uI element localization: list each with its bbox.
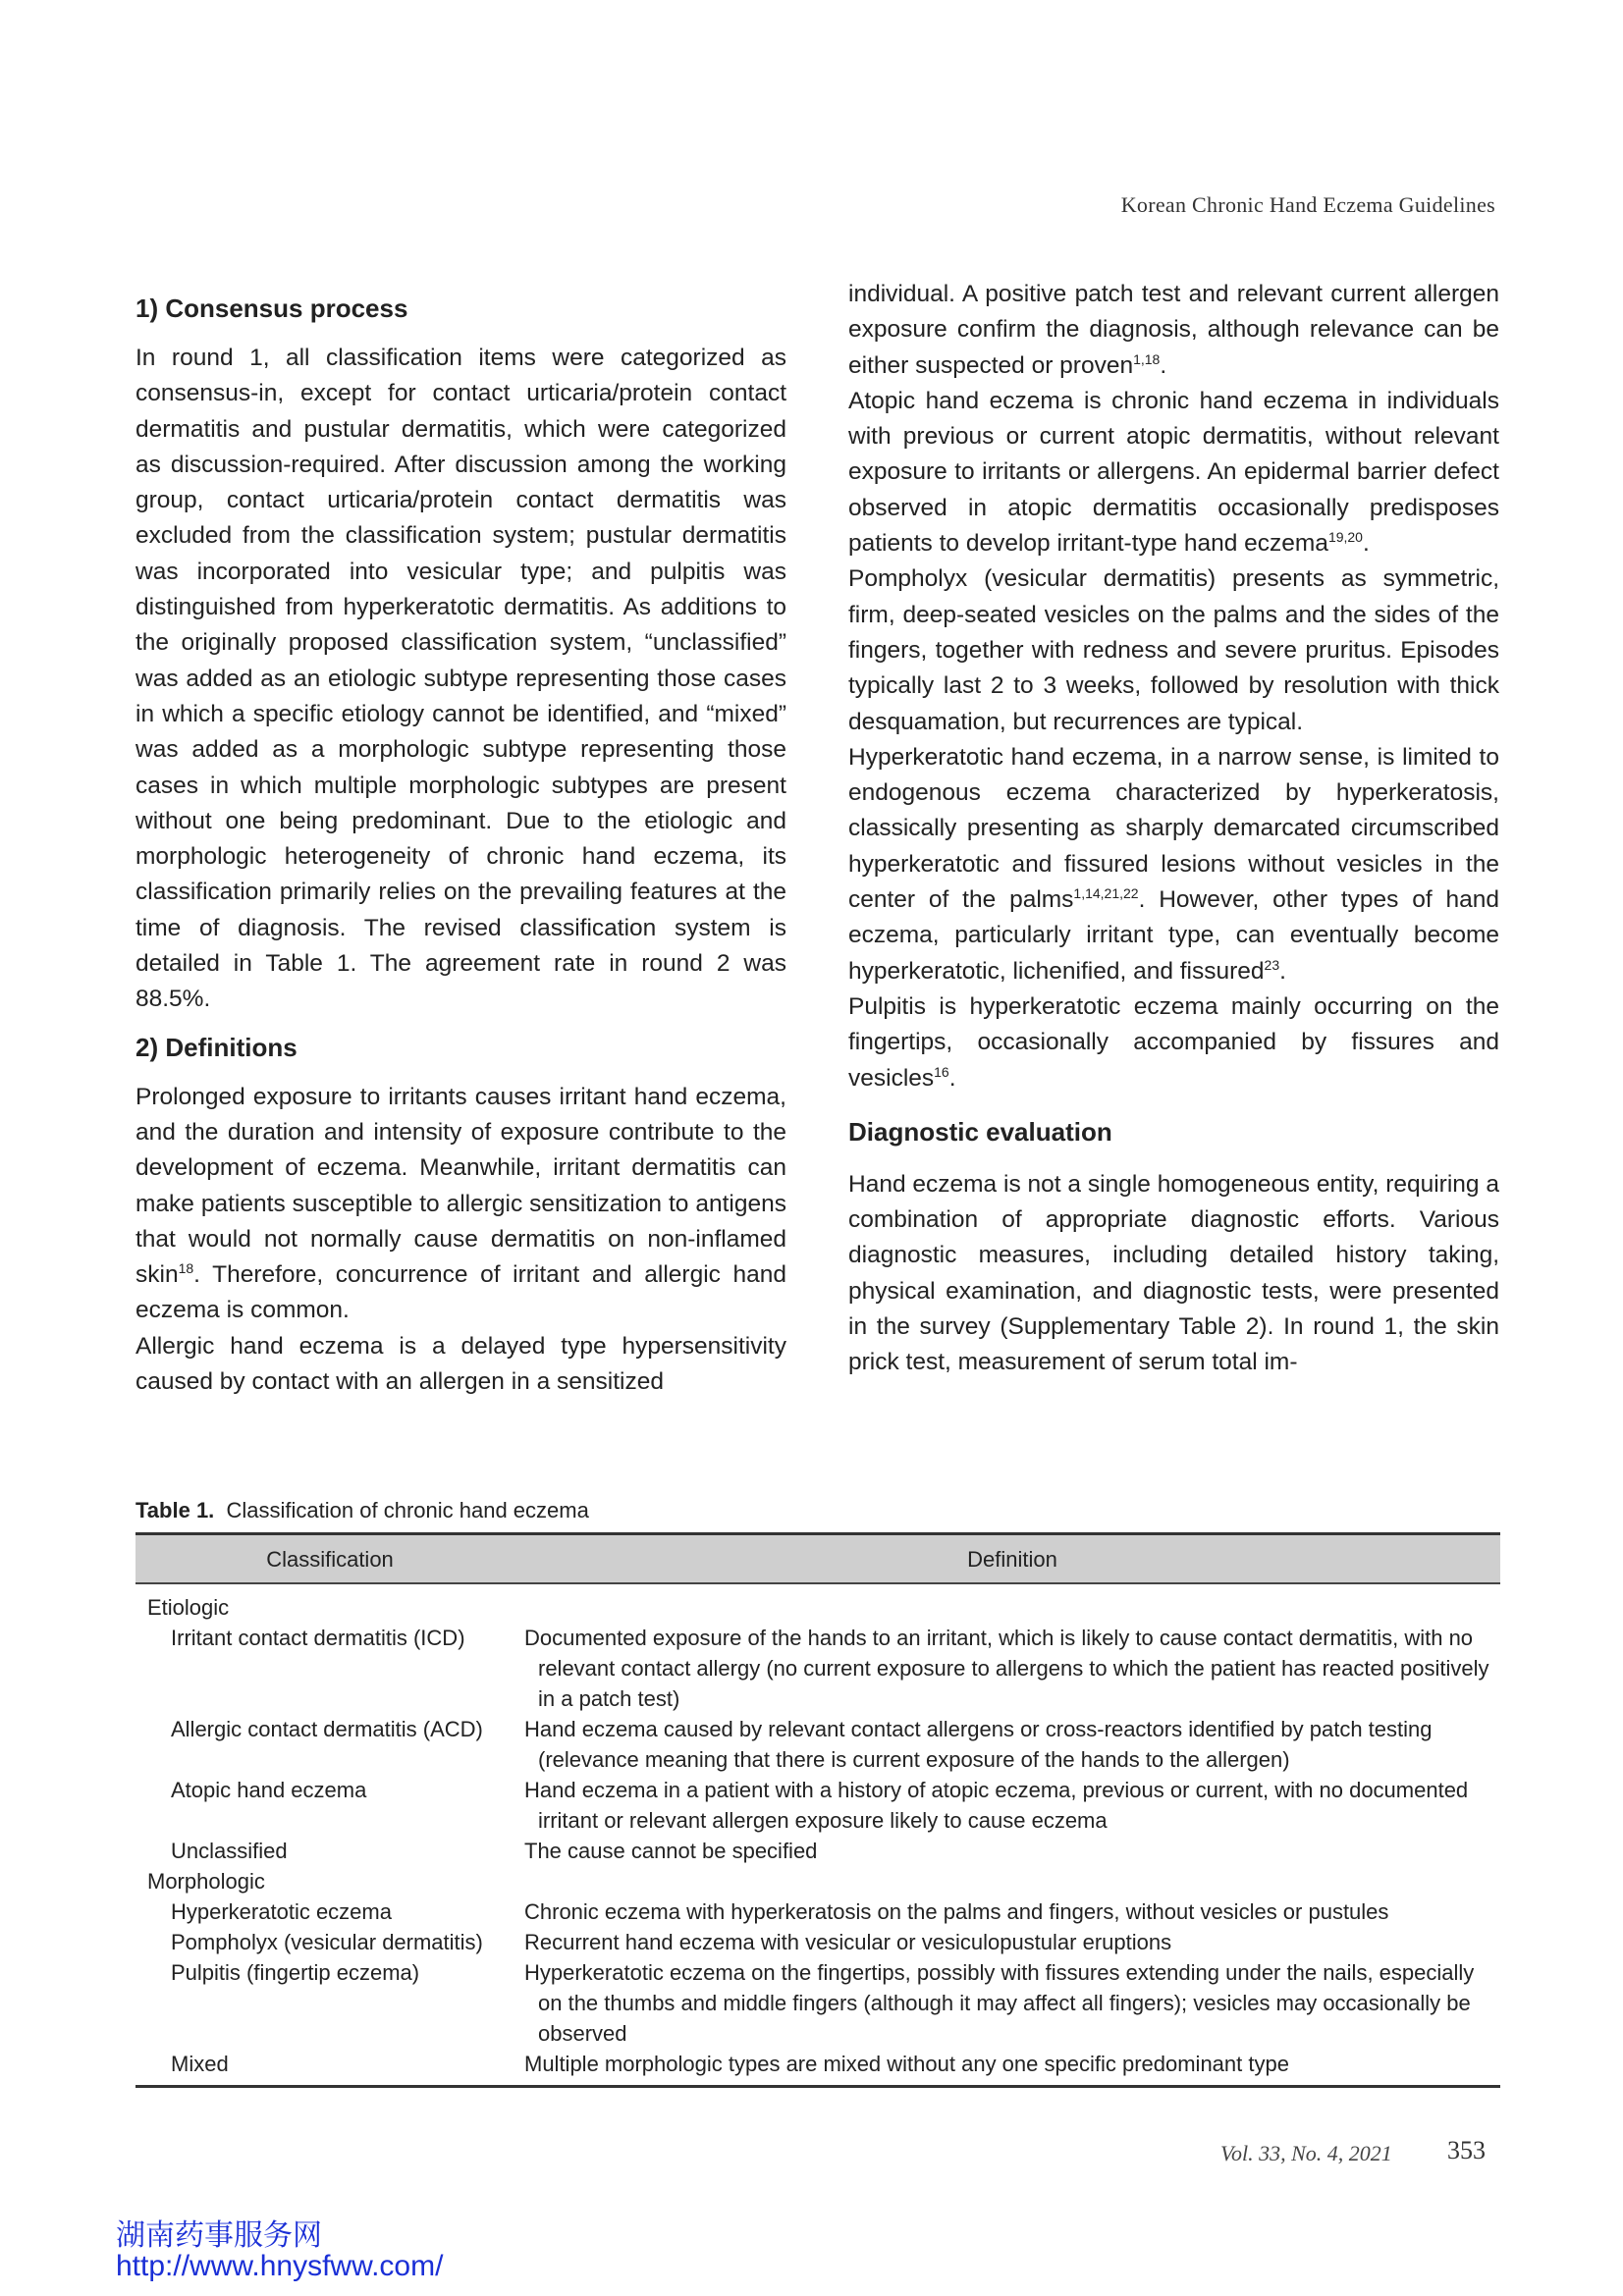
- row-definition: Chronic eczema with hyperkeratosis on the palms and fingers, without vesicles or pustules: [524, 1899, 1389, 1924]
- section-heading-definitions: 2) Definitions: [135, 1032, 298, 1062]
- header-definition: Definition: [524, 1534, 1500, 1584]
- paragraph-atopic: Atopic hand eczema is chronic hand eczema in individuals with previous or current atopic dermatitis, without relevant exposure to irritants or allergens. An epidermal barrier defect observed in atopic dermatitis occasionally predisposes patients to develop irritant-type hand eczema$^{19,20}$.: [848, 387, 1499, 558]
- citation[interactable]: 19,20: [1327, 529, 1363, 546]
- paragraph-consensus: In round 1, all classification items were categorized as consensus-in, except for contact urticaria/protein contact dermatitis and pustular dermatitis, which were categorized as discussion-required. After discussion among the working group, contact urticaria/protein contact dermatitis was excluded from the classification system; pustular dermatitis was incorporated into vesicular type; and pulpitis was distinguished from hyperkeratotic dermatitis. As additions to the originally proposed classification system, “unclassified” was added as an etiologic subtype representing those cases in which a specific etiology cannot be identified, and “mixed” was added as a morphologic subtype representing those cases in which multiple morphologic subtypes are present without one being predominant. Due to the etiologic and morphologic heterogeneity of chronic hand eczema, its classification primarily relies on the prevailing features at the time of diagnosis. The revised classification system is detailed in Table 1. The agreement rate in round 2 was 88.5%.: [135, 345, 786, 1013]
- running-head: Korean Chronic Hand Eczema Guidelines: [1120, 192, 1495, 217]
- table-row: [135, 1836, 1500, 1866]
- table-row: [135, 1714, 1500, 1775]
- row-label: Irritant contact dermatitis (ICD): [171, 1626, 465, 1650]
- paragraph-allergic-start: Allergic hand eczema is a delayed type hypersensitivity caused by contact with an allergen in a sensitized: [135, 1332, 786, 1396]
- right-column: [848, 277, 1499, 1381]
- row-label: Mixed: [135, 2049, 524, 2087]
- row-definition: Hyperkeratotic eczema on the fingertips, possibly with fissures extending under the nails, especially on the thumbs and middle fingers (although it may affect all fingers); vesicles may occasionally be observed: [524, 1960, 1475, 2046]
- row-label: Unclassified: [171, 1839, 288, 1863]
- watermark-url-link[interactable]: http://www.hnysfww.com/: [116, 2250, 444, 2282]
- paragraph-irritant: Prolonged exposure to irritants causes irritant hand eczema, and the duration and intensity of exposure contribute to the development of eczema. Meanwhile, irritant dermatitis can make patients susceptible to allergic sensitization to antigens that would not normally cause dermatitis on non-inflamed skin$^{18}$. Therefore, concurrence of irritant and allergic hand eczema is common.: [135, 1083, 786, 1324]
- row-label: Atopic hand eczema: [171, 1778, 367, 1802]
- table-header-row: [135, 1534, 1500, 1584]
- page-number: 353: [1447, 2136, 1486, 2164]
- row-definition: The cause cannot be specified: [524, 1839, 818, 1863]
- row-label: Allergic contact dermatitis (ACD): [171, 1717, 483, 1741]
- citation[interactable]: 16: [934, 1063, 949, 1080]
- table-caption: [135, 1498, 589, 1523]
- citation[interactable]: 23: [1264, 956, 1280, 973]
- row-label: Pulpitis (fingertip eczema): [171, 1960, 420, 1985]
- row-definition: Recurrent hand eczema with vesicular or vesiculopustular eruptions: [524, 1930, 1172, 1954]
- table-row: [135, 1775, 1500, 1836]
- footer-volume: Vol. 33, No. 4, 2021: [1220, 2141, 1392, 2165]
- table-row: [135, 1623, 1500, 1714]
- row-definition: Hand eczema caused by relevant contact allergens or cross-reactors identified by patch testing (relevance meaning that there is current exposure of the hands to the allergen): [524, 1717, 1433, 1772]
- paragraph-diagnostic: Hand eczema is not a single homogeneous entity, requiring a combination of appropriate diagnostic efforts. Various diagnostic measures, including detailed history taking, physical examination, and diagnostic tests, were presented in the survey (Supplementary Table 2). In round 1, the skin prick test, measurement of serum total im-: [848, 1170, 1499, 1376]
- paragraph-pulpitis: Pulpitis is hyperkeratotic eczema mainly occurring on the fingertips, occasionally accompanied by fissures and vesicles$^{16}$.: [848, 992, 1499, 1092]
- table-caption-text: Classification of chronic hand eczema: [226, 1498, 589, 1522]
- section-heading-diagnostic: Diagnostic evaluation: [848, 1116, 1112, 1147]
- paragraph-pompholyx: Pompholyx (vesicular dermatitis) presents as symmetric, firm, deep-seated vesicles on the palms and the sides of the fingers, together with redness and severe pruritus. Episodes typically last 2 to 3 weeks, followed by resolution with thick desquamation, but recurrences are typical.: [848, 565, 1499, 735]
- table-row: [135, 2049, 1500, 2087]
- citation[interactable]: 18: [178, 1260, 194, 1277]
- table-row: [135, 1957, 1500, 2049]
- citation[interactable]: 1,14,21,22: [1073, 885, 1139, 902]
- group-label-etiologic: Etiologic: [147, 1595, 230, 1620]
- header-classification: Classification: [135, 1534, 524, 1584]
- section-heading-consensus: 1) Consensus process: [135, 294, 408, 323]
- paragraph-allergic-cont: individual. A positive patch test and relevant current allergen exposure confirm the diagnosis, although relevance can be either suspected or proven$^{1,18}$.: [848, 281, 1499, 379]
- classification-table: [135, 1532, 1500, 2088]
- left-column: [135, 291, 786, 1400]
- table-group-row: [135, 1866, 1500, 1896]
- row-label: Hyperkeratotic eczema: [171, 1899, 392, 1924]
- paragraph-hyperkeratotic: Hyperkeratotic hand eczema, in a narrow sense, is limited to endogenous eczema characterized by hyperkeratosis, classically presenting as sharply demarcated circumscribed hyperkeratotic and fissured lesions without vesicles in the center of the palms$^{1,14,21,22}$. However, other types of hand eczema, particularly irritant type, can eventually become hyperkeratotic, lichenified, and fissured$^{23}$.: [848, 743, 1499, 985]
- row-label: Pompholyx (vesicular dermatitis): [171, 1930, 483, 1954]
- table-row: [135, 1896, 1500, 1927]
- table-row: [135, 1927, 1500, 1957]
- table-group-row: [135, 1583, 1500, 1623]
- group-label-morphologic: Morphologic: [147, 1869, 265, 1894]
- row-definition: Documented exposure of the hands to an irritant, which is likely to cause contact dermatitis, with no relevant contact allergy (no current exposure to allergens to which the patient has reacted positively in a patch test): [524, 1626, 1489, 1711]
- watermark-site-name: 湖南药事服务网: [116, 2218, 322, 2253]
- table-caption-label: Table 1.: [135, 1498, 215, 1522]
- row-definition: Multiple morphologic types are mixed without any one specific predominant type: [524, 2052, 1289, 2076]
- citation[interactable]: 1,18: [1133, 350, 1161, 367]
- row-definition: Hand eczema in a patient with a history of atopic eczema, previous or current, with no documented irritant or relevant allergen exposure likely to cause eczema: [524, 1778, 1469, 1833]
